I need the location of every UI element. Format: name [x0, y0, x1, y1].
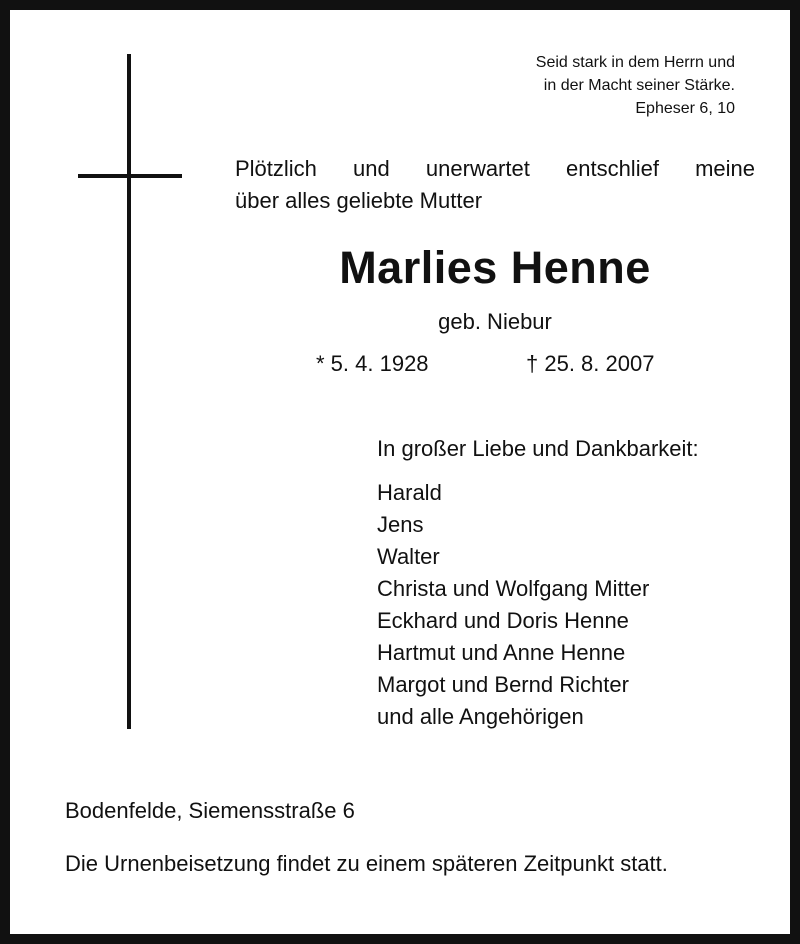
mourners-heading: In großer Liebe und Dankbarkeit: [377, 436, 699, 461]
intro-line-2: über alles geliebte Mutter [235, 188, 483, 213]
bible-verse [536, 51, 735, 120]
birth-name: geb. Niebur [438, 309, 552, 334]
birth-date: * 5. 4. 1928 [316, 351, 429, 376]
mourner-name: Eckhard und Doris Henne [377, 608, 629, 633]
verse-reference: Epheser 6, 10 [635, 100, 735, 117]
mourner-name: Walter [377, 544, 440, 569]
mourner-name: Christa und Wolfgang Mitter [377, 576, 650, 601]
mourner-name: Hartmut und Anne Henne [377, 640, 626, 665]
deceased-name: Marlies Henne [339, 242, 651, 293]
verse-line-2: in der Macht seiner Stärke. [543, 77, 735, 94]
intro-line-1: Plötzlich und unerwartet entschlief meine [235, 156, 755, 181]
mourners-block [377, 433, 777, 733]
burial-note: Die Urnenbeisetzung findet zu einem späteren Zeitpunkt statt. [65, 851, 668, 876]
intro-text [235, 153, 755, 217]
mourner-name: Margot und Bernd Richter [377, 672, 629, 697]
mourner-name: Jens [377, 512, 424, 537]
verse-line-1: Seid stark in dem Herrn und [535, 54, 735, 71]
mourner-name: und alle Angehörigen [377, 704, 584, 729]
mourner-name: Harald [377, 480, 442, 505]
cross-icon-crossbar [78, 174, 182, 178]
death-date: † 25. 8. 2007 [526, 351, 655, 376]
cross-icon [127, 54, 131, 729]
family-address: Bodenfelde, Siemensstraße 6 [65, 798, 355, 823]
